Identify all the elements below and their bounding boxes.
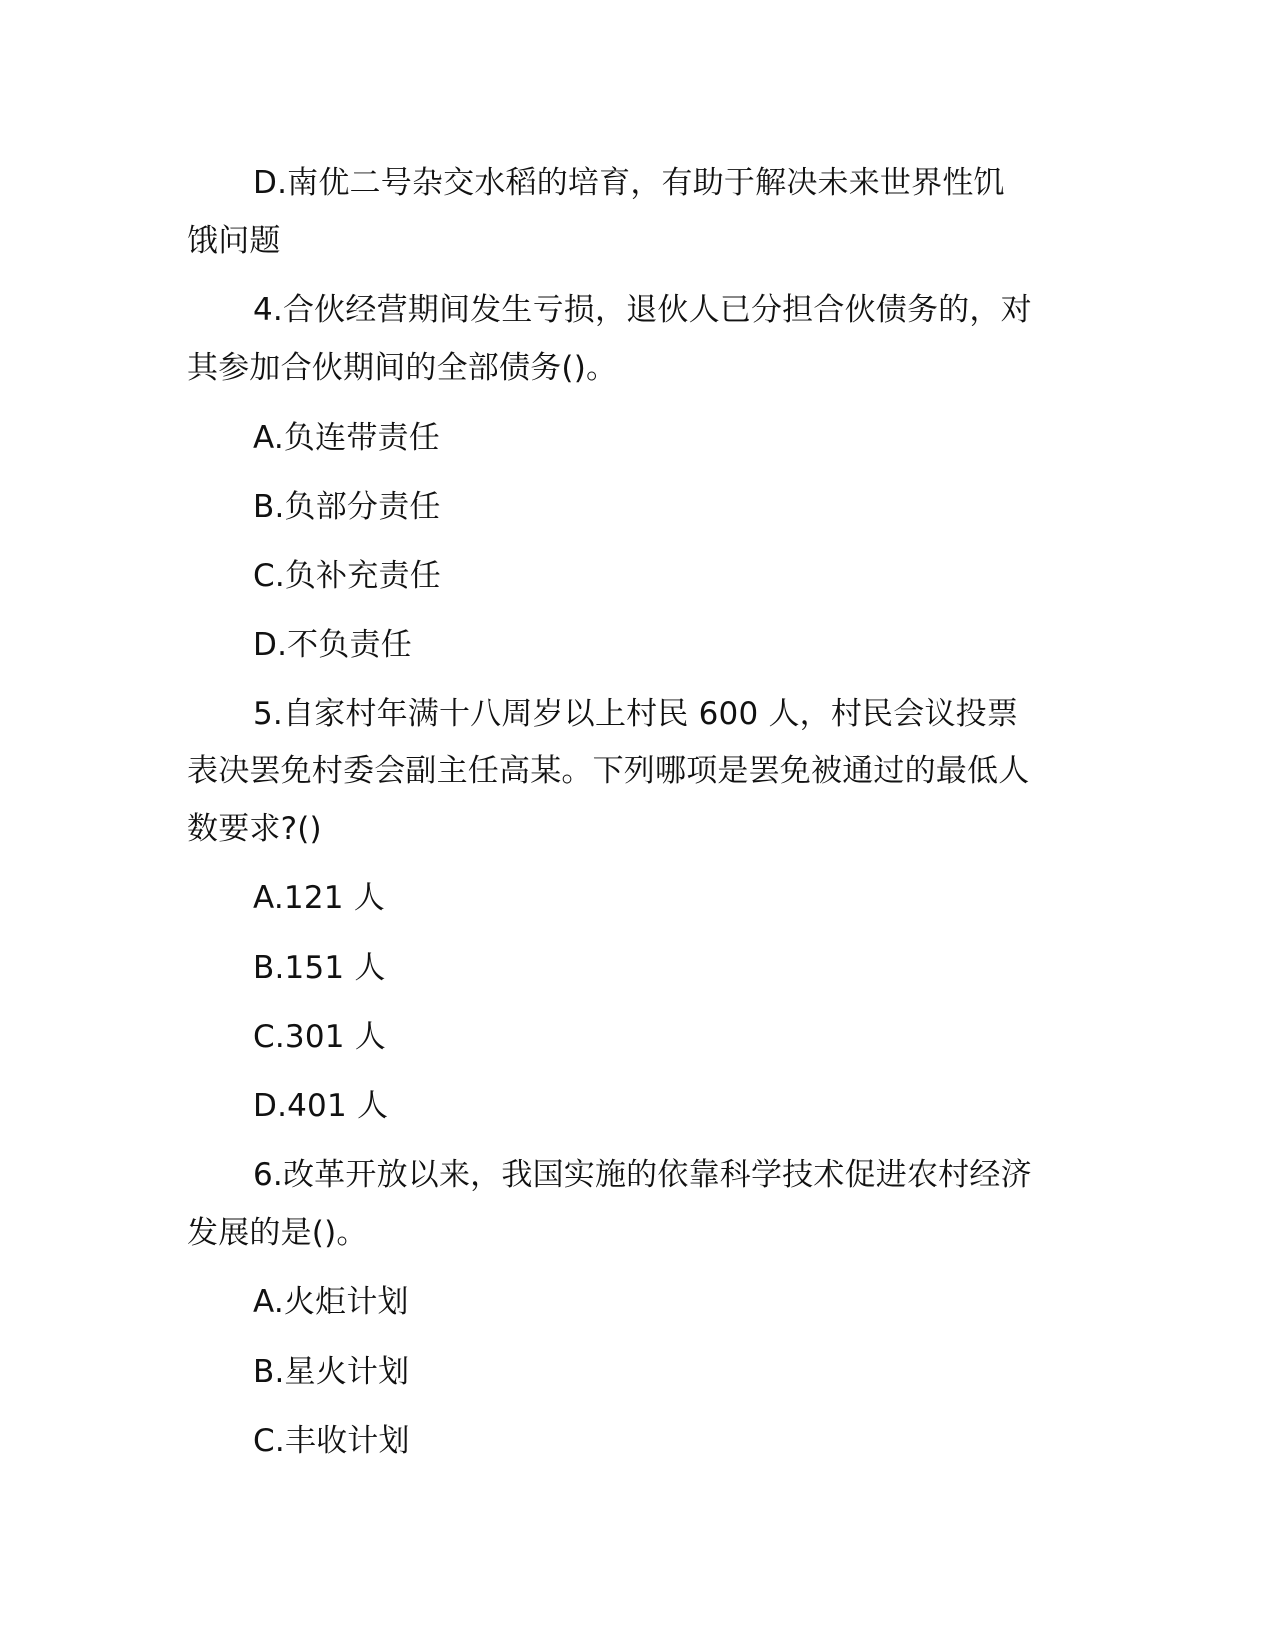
q6-stem-line2: 发展的是()。 <box>187 1215 368 1251</box>
q5-stem-line2: 表决罢免村委会副主任高某。下列哪项是罢免被通过的最低人 <box>187 753 1030 789</box>
q3-option-d-line2: 饿问题 <box>187 223 281 259</box>
q6-option-c: C.丰收计划 <box>253 1423 410 1459</box>
q5-stem-line3: 数要求?() <box>187 811 322 847</box>
q6-option-b: B.星火计划 <box>253 1354 410 1390</box>
q3-option-d-line1: D.南优二号杂交水稻的培育，有助于解决未来世界性饥 <box>253 165 1005 201</box>
q6-stem-line1: 6.改革开放以来，我国实施的依靠科学技术促进农村经济 <box>253 1157 1032 1193</box>
q5-stem-line1: 5.自家村年满十八周岁以上村民 600 人，村民会议投票 <box>253 696 1019 732</box>
q5-option-a: A.121 人 <box>253 880 385 916</box>
q4-option-b: B.负部分责任 <box>253 489 441 525</box>
q4-option-a: A.负连带责任 <box>253 420 440 456</box>
q5-option-d: D.401 人 <box>253 1088 389 1124</box>
q6-option-a: A.火炬计划 <box>253 1284 409 1320</box>
q4-stem-line2: 其参加合伙期间的全部债务()。 <box>187 350 618 386</box>
q4-option-d: D.不负责任 <box>253 627 412 663</box>
q5-option-b: B.151 人 <box>253 950 386 986</box>
q5-option-c: C.301 人 <box>253 1019 386 1055</box>
q4-option-c: C.负补充责任 <box>253 558 441 594</box>
q4-stem-line1: 4.合伙经营期间发生亏损，退伙人已分担合伙债务的，对 <box>253 292 1032 328</box>
